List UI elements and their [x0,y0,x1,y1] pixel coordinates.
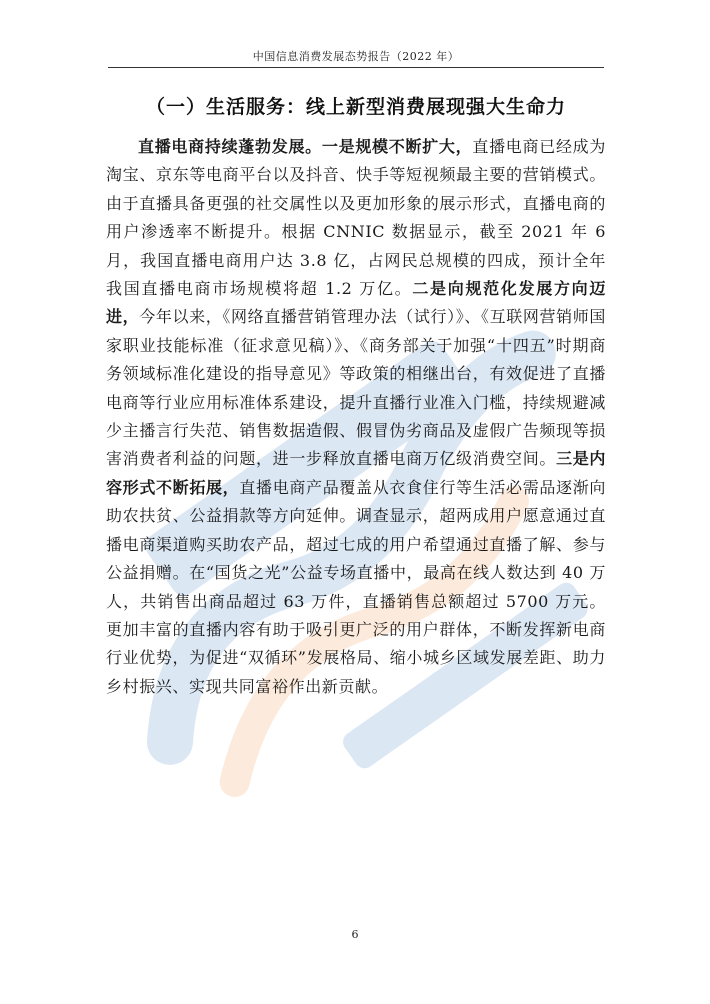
point3-label: 三是内容形式不断拓展， [106,449,606,497]
header-divider [108,67,604,68]
section-title: （一）生活服务：线上新型消费展现强大生命力 [146,96,567,118]
point2-text: 今年以来，《网络直播营销管理办法（试行）》、《互联网营销师国家职业技能标准（征求意见稿）》、《商务部关于加强“十四五”时期商务领域标准化建设的指导意见》等政策的相继出台，有效促进了直播电商等行业应用标准体系建设，提升直播行业准入门槛，持续规避减少主播言行失范、销售数据造假、假冒伪劣商品及虚假广告频现等损害消费者利益的问题，进一步释放直播电商万亿级消费空间。 [106,307,606,469]
page-number: 6 [351,928,359,941]
point2-label: 二是向规范化发展方向迈进， [106,279,606,327]
running-header: 中国信息消费发展态势报告（2022 年） [252,50,460,63]
point1-text: 直播电商已经成为淘宝、京东等电商平台以及抖音、快手等短视频最主要的营销模式。由于直播具备更强的社交属性以及更加形象的展示形式，直播电商的用户渗透率不断提升。根据 CNNIC 数据显示，截至 2021 年 6 月，我国直播电商用户达 3.8 亿，占网民总规模的四成，预计全年我国直播电商市场规模将超 1.2 万亿。 [106,137,606,299]
paragraph-lead: 直播电商持续蓬勃发展。 [138,137,322,156]
point1-label: 一是规模不断扩大， [321,137,473,156]
body-paragraph [106,133,606,701]
point3-text: 直播电商产品覆盖从衣食住行等生活必需品逐渐向助农扶贫、公益捐款等方向延伸。调查显示，超两成用户愿意通过直播电商渠道购买助农产品，超过七成的用户希望通过直播了解、参与公益捐赠。在“国货之光”公益专场直播中，最高在线人数达到 40 万人，共销售出商品超过 63 万件，直播销售总额超过 5700 万元。更加丰富的直播内容有助于吸引更广泛的用户群体，不断发挥新电商行业优势，为促进“双循环”发展格局、缩小城乡区域发展差距、助力乡村振兴、实现共同富裕作出新贡献。 [106,477,606,696]
